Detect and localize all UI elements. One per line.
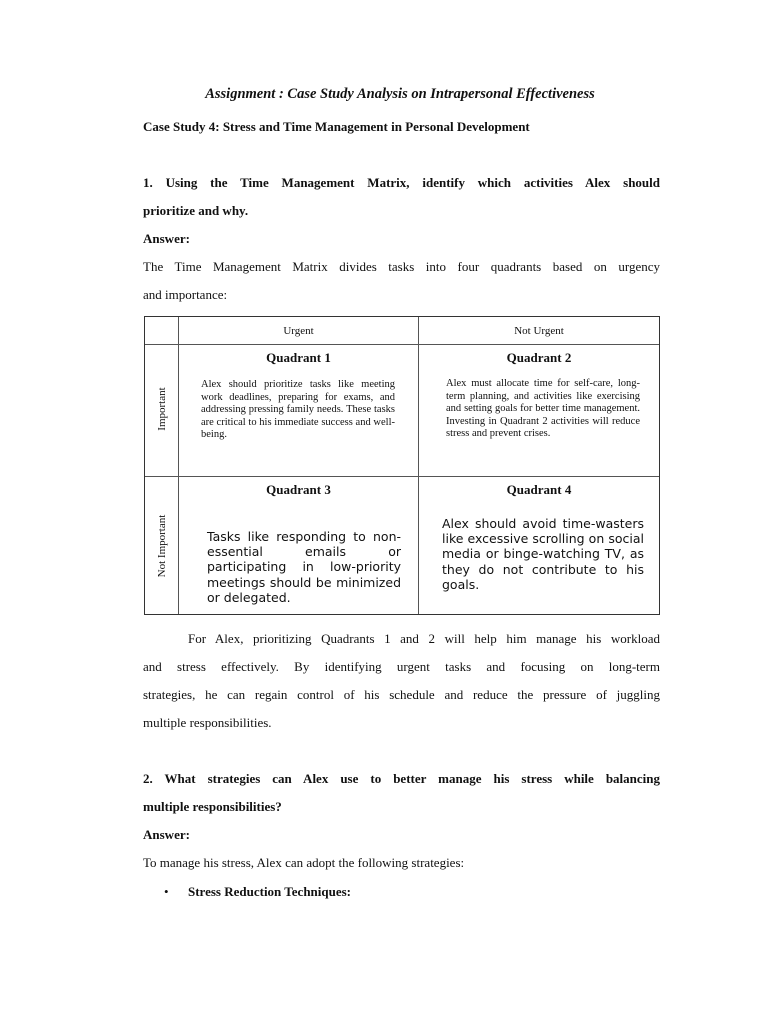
quadrant-1-title: Quadrant 1	[266, 350, 331, 365]
quadrant-3-text: Tasks like responding to non-essential emails or participating in low-priority meetings should be minimized or delegated.	[207, 529, 401, 605]
matrix-divider	[145, 344, 659, 345]
question-2-line-1: 2. What strategies can Alex use to better manage his stress while balancing	[143, 771, 660, 786]
quadrant-3-title: Quadrant 3	[266, 482, 331, 497]
answer-1-label: Answer:	[143, 231, 190, 246]
answer-1-intro-line-1: The Time Management Matrix divides tasks into four quadrants based on urgency	[143, 259, 660, 274]
question-1-line-1: 1. Using the Time Management Matrix, identify which activities Alex should	[143, 175, 660, 190]
conclusion-line-3: strategies, he can regain control of his schedule and reduce the pressure of juggling	[143, 687, 660, 702]
time-management-matrix	[144, 316, 660, 615]
bullet-icon: •	[164, 884, 169, 899]
row-label-important: Important	[156, 387, 168, 431]
case-study-heading: Case Study 4: Stress and Time Management in Personal Development	[143, 119, 530, 134]
column-header-not-urgent: Not Urgent	[514, 325, 564, 337]
answer-1-intro-line-2: and importance:	[143, 287, 228, 302]
question-2-line-2: multiple responsibilities?	[143, 799, 282, 814]
answer-2-label: Answer:	[143, 827, 190, 842]
quadrant-4-text: Alex should avoid time-wasters like excessive scrolling on social media or binge-watching TV, as they do not contribute to his goals.	[442, 516, 644, 592]
conclusion-line-4: multiple responsibilities.	[143, 715, 272, 730]
conclusion-line-1: For Alex, prioritizing Quadrants 1 and 2 will help him manage his workload	[188, 631, 660, 646]
column-header-urgent: Urgent	[283, 325, 314, 337]
conclusion-line-2: and stress effectively. By identifying urgent tasks and focusing on long-term	[143, 659, 660, 674]
quadrant-1-text: Alex should prioritize tasks like meeting work deadlines, preparing for exams, and addressing pressing family needs. These tasks are critical to his immediate success and well-being.	[201, 379, 395, 441]
quadrant-4-title: Quadrant 4	[506, 482, 572, 497]
matrix-divider	[145, 476, 659, 477]
row-label-not-important: Not Important	[156, 514, 168, 578]
answer-2-intro: To manage his stress, Alex can adopt the following strategies:	[143, 855, 465, 870]
quadrant-2-text: Alex must allocate time for self-care, long-term planning, and activities like exercising and setting goals for better time management. Investing in Quadrant 2 activities will reduce stress and prevent crises.	[446, 378, 640, 440]
question-1-line-2: prioritize and why.	[143, 203, 249, 218]
bullet-item-stress-reduction: Stress Reduction Techniques:	[188, 884, 352, 899]
assignment-title: Assignment : Case Study Analysis on Intrapersonal Effectiveness	[205, 86, 595, 102]
quadrant-2-title: Quadrant 2	[506, 350, 572, 365]
